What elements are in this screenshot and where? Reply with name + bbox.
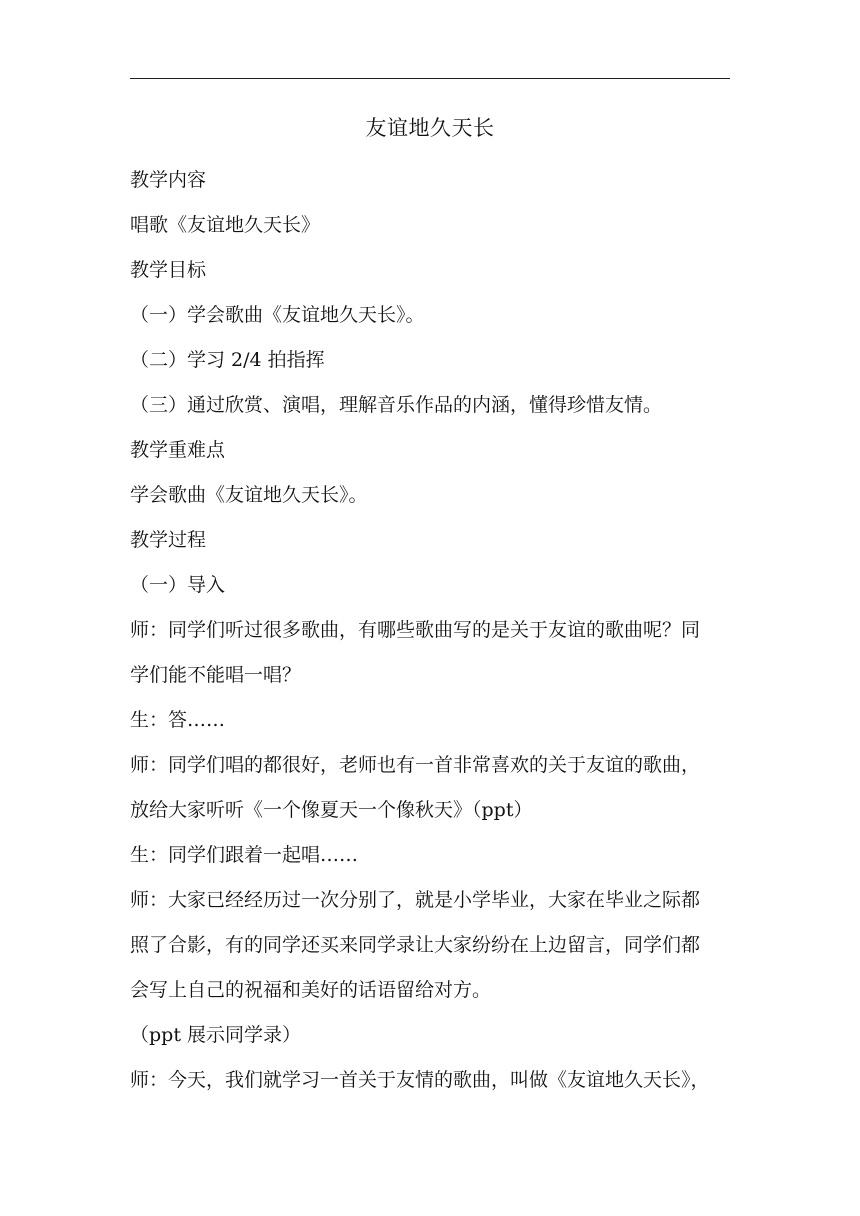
student-line-2: 生：同学们跟着一起唱…… [130,844,359,866]
ppt-note: （ppt 展示同学录） [130,1024,302,1046]
student-line-1: 生：答…… [130,709,226,731]
song-line: 唱歌《友谊地久天长》 [130,214,321,236]
goal-2: （二）学习 2/4 拍指挥 [130,349,325,371]
document-body [130,158,732,1103]
teacher-line-3b: 照了合影，有的同学还买来同学录让大家纷纷在上边留言，同学们都 [130,934,701,956]
step-1-heading: （一）导入 [130,574,226,596]
teacher-line-4a: 师：今天，我们就学习一首关于友情的歌曲，叫做《友谊地久天长》， [130,1069,710,1091]
teacher-line-2b: 放给大家听听《一个像夏天一个像秋天》（ppt） [130,799,533,821]
focus-line: 学会歌曲《友谊地久天长》。 [130,484,368,506]
teacher-line-1a: 师：同学们听过很多歌曲，有哪些歌曲写的是关于友谊的歌曲呢？同 [130,619,701,641]
document-title: 友谊地久天长 [365,116,495,140]
section-heading-process: 教学过程 [130,529,207,551]
section-heading-content: 教学内容 [130,169,207,191]
section-heading-goals: 教学目标 [130,259,207,281]
teacher-line-3a: 师：大家已经经历过一次分别了，就是小学毕业，大家在毕业之际都 [130,889,701,911]
teacher-line-3c: 会写上自己的祝福和美好的话语留给对方。 [130,979,492,1001]
goal-3: （三）通过欣赏、演唱，理解音乐作品的内涵，懂得珍惜友情。 [130,394,663,416]
teacher-line-1b: 学们能不能唱一唱？ [130,664,302,686]
goal-1: （一）学会歌曲《友谊地久天长》。 [130,304,425,326]
header-rule [130,78,730,79]
section-heading-focus: 教学重难点 [130,439,226,461]
teacher-line-2a: 师：同学们唱的都很好，老师也有一首非常喜欢的关于友谊的歌曲， [130,754,701,776]
